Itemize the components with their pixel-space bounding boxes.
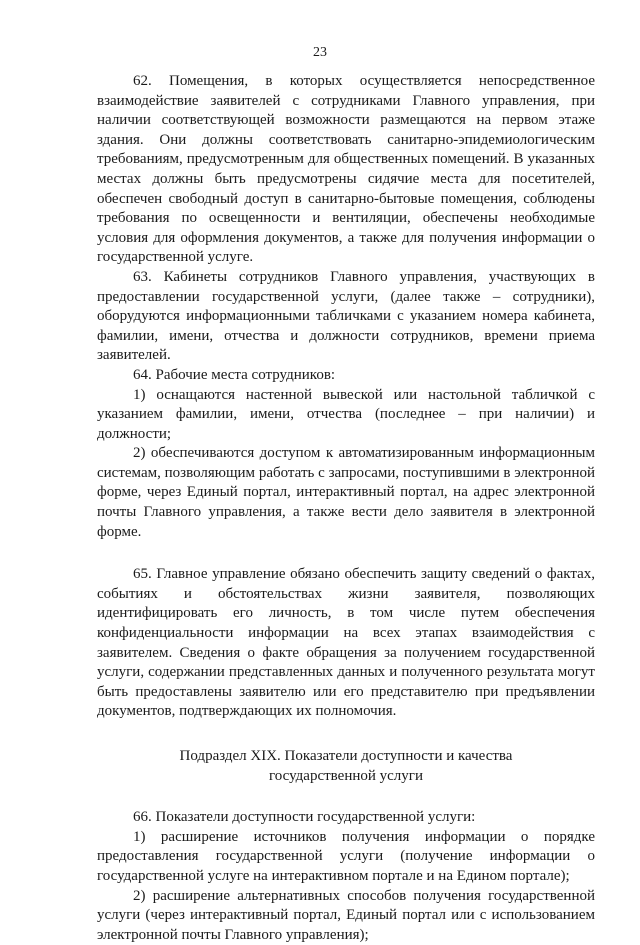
paragraph-63: 63. Кабинеты сотрудников Главного управления, участвующих в предоставлении государственной услуги, (далее также – сотрудники), оборудуются информационными табличками с указанием номера кабинета, фамилии, имени, отчества и должности сотрудников, времени приема заявителей.	[97, 268, 595, 364]
paragraph-66: 66. Показатели доступности государственной услуги:	[133, 809, 476, 826]
paragraph-65: 65. Главное управление обязано обеспечить защиту сведений о фактах, событиях и обстоятельствах жизни заявителя, позволяющих идентифицировать его личность, в том числе путем обеспечения конфиденциальности информации на всех этапах взаимодействия с заявителем. Сведения о факте обращения за получением государственной услуги, содержании представленных данных и полученного результата могут быть предоставлены заявителю или его представителю при предъявлении документов, подтверждающих их полномочия.	[97, 566, 595, 720]
paragraph-64-item-2: 2) обеспечиваются доступом к автоматизированным информационным системам, позволяющим работать с запросами, поступившими в электронной форме, через Единый портал, интерактивный портал, на адрес электронной почты Главного управления, а также вести дело заявителя в электронной форме.	[97, 445, 595, 540]
section-heading-line-2: государственной услуги	[269, 767, 423, 784]
paragraph-64-item-1: 1) оснащаются настенной вывеской или настольной табличкой с указанием фамилии, имени, отчества (последнее – при наличии) и должности;	[97, 386, 595, 442]
paragraph-66-item-2: 2) расширение альтернативных способов получения государственной услуги (через интерактивный портал, Единый портал или с использованием электронной почты Главного управления);	[97, 887, 595, 943]
section-heading	[97, 747, 595, 786]
paragraph-66-item-1: 1) расширение источников получения информации о порядке предоставления государственной услуги (получение информации о государственной услуге на интерактивном портале и на Едином портале);	[97, 828, 595, 884]
page-number: 23	[313, 45, 327, 60]
section-heading-line-1: Подраздел XIX. Показатели доступности и качества	[179, 748, 513, 764]
paragraph-62: 62. Помещения, в которых осуществляется непосредственное взаимодействие заявителей с сотрудниками Главного управления, при наличии соответствующей возможности размещаются на первом этаже здания. Они должны соответствовать санитарно-эпидемиологическим требованиям, предусмотренным для общественных помещений. В указанных местах должны быть предусмотрены сидячие места для посетителей, обеспечен свободный доступ в санитарно-бытовые помещения, соблюдены требования по освещенности и вентиляции, обеспечены необходимые условия для оформления документов, а также для получения информации о государственной услуге.	[97, 73, 595, 266]
paragraph-64: 64. Рабочие места сотрудников:	[133, 366, 336, 383]
document-body	[97, 72, 595, 945]
